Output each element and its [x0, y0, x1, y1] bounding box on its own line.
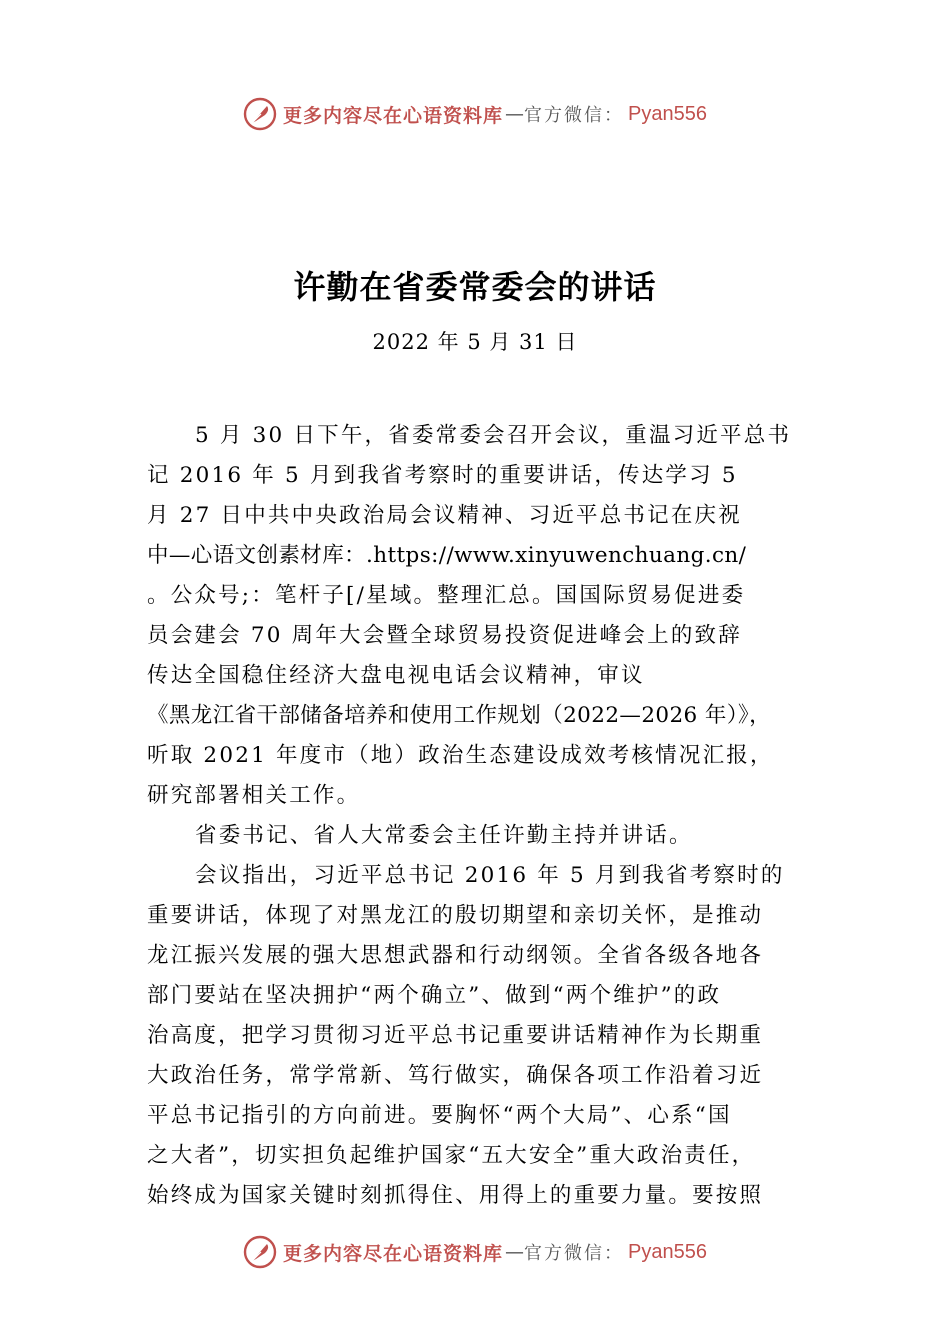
- body-line: 传达全国稳住经济大盘电视电话会议精神，审议: [147, 663, 645, 688]
- banner-wechat-label: 官方微信：: [524, 105, 625, 126]
- body-line: 重要讲话，体现了对黑龙江的殷切期望和亲切关怀，是推动: [147, 903, 764, 928]
- body-line: 研究部署相关工作。: [147, 783, 361, 808]
- body-line: 平总书记指引的方向前进。要胸怀“两个大局”、心系“国: [147, 1103, 732, 1128]
- page-title: 许勤在省委常委会的讲话: [293, 268, 657, 306]
- body-line: 中—心语文创素材库：.https://www.xinyuwenchuang.cn/: [147, 543, 747, 568]
- banner-separator: —: [505, 1241, 525, 1263]
- body-line: 记 2016 年 5 月到我省考察时的重要讲话，传达学习 5: [147, 463, 738, 488]
- banner-site-text: 更多内容尽在心语资料库: [283, 105, 504, 127]
- body-line: 部门要站在坚决拥护“两个确立”、做到“两个维护”的政: [147, 983, 722, 1008]
- body-line: 治高度，把学习贯彻习近平总书记重要讲话精神作为长期重: [147, 1023, 764, 1048]
- body-line: 。公众号;：笔杆子[/星域。整理汇总。国国际贸易促进委: [147, 583, 746, 608]
- banner-wechat-label: 官方微信：: [524, 1243, 625, 1264]
- body-line: 听取 2021 年度市（地）政治生态建设成效考核情况汇报，: [147, 743, 774, 768]
- body-line: 5 月 30 日下午，省委常委会召开会议，重温习近平总书: [195, 423, 792, 448]
- body-line: 龙江振兴发展的强大思想武器和行动纲领。全省各级各地各: [147, 943, 764, 968]
- banner-wechat-id: Pyan556: [628, 102, 707, 125]
- banner-site-text: 更多内容尽在心语资料库: [283, 1243, 504, 1265]
- body-line: 《黑龙江省干部储备培养和使用工作规划（2022—2026 年）》，: [147, 703, 771, 728]
- banner-wechat-id: Pyan556: [628, 1240, 707, 1263]
- header-banner: [0, 94, 950, 134]
- feather-pen-logo-icon: [243, 97, 277, 131]
- document-body: [147, 416, 867, 1216]
- body-line: 月 27 日中共中央政治局会议精神、习近平总书记在庆祝: [147, 503, 742, 528]
- feather-pen-logo-icon: [243, 1235, 277, 1269]
- document-date: 2022 年 5 月 31 日: [372, 330, 578, 354]
- body-line: 省委书记、省人大常委会主任许勤主持并讲话。: [195, 823, 693, 848]
- body-line: 会议指出，习近平总书记 2016 年 5 月到我省考察时的: [195, 863, 785, 888]
- banner-separator: —: [505, 103, 525, 125]
- body-line: 员会建会 70 周年大会暨全球贸易投资促进峰会上的致辞: [147, 623, 742, 648]
- footer-banner: [0, 1232, 950, 1272]
- body-line: 之大者”，切实担负起维护国家“五大安全”重大政治责任，: [147, 1143, 756, 1168]
- body-line: 始终成为国家关键时刻抓得住、用得上的重要力量。要按照: [147, 1183, 764, 1208]
- body-line: 大政治任务，常学常新、笃行做实，确保各项工作沿着习近: [147, 1063, 764, 1088]
